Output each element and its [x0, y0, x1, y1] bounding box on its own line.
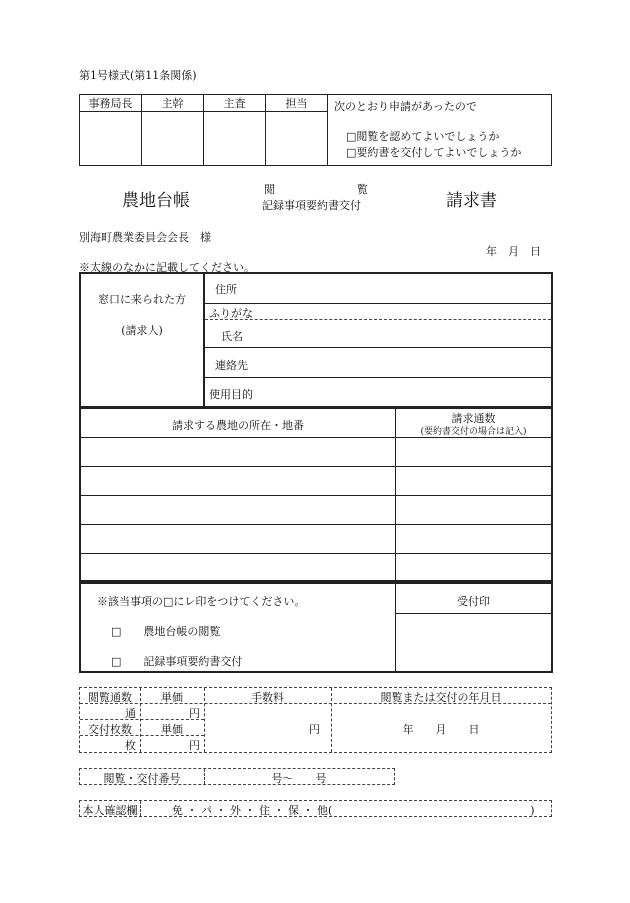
fee-h-fee: 手数料 [251, 691, 284, 704]
form-number: 第1号様式(第11条関係) [79, 69, 197, 82]
fee-r1-count[interactable]: 通 [125, 707, 136, 720]
stamp-box[interactable] [266, 112, 328, 166]
fee-table [79, 687, 552, 753]
land-row[interactable] [81, 524, 551, 554]
requester-sublabel: (請求人) [121, 324, 163, 337]
fee-r2-label: 交付枚数 [88, 723, 132, 736]
number-row [79, 768, 395, 785]
check-section [79, 580, 553, 673]
check-instruction: ※該当事項の□にレ印をつけてください。 [97, 595, 306, 608]
instruction: ※太線のなかに記載してください。 [79, 261, 255, 274]
land-table [79, 406, 553, 584]
name-field[interactable] [205, 320, 551, 348]
land-row[interactable] [81, 495, 551, 525]
title-mid-b: 覧 [357, 183, 368, 196]
title-mid-bottom: 記録事項要約書交付 [262, 199, 361, 212]
identity-options[interactable]: 免 ・ パ ・ 外 ・ 住 ・ 保 ・ 他( ) [172, 804, 535, 817]
purpose-label: 使用目的 [209, 388, 253, 401]
approval-option-view[interactable]: □閲覧を認めてよいでしょうか [346, 130, 500, 143]
furigana-label: ふりがな [209, 307, 253, 320]
approval-header: 主査 [204, 95, 266, 112]
name-label: 氏名 [221, 330, 243, 343]
approval-note-cell [328, 95, 552, 166]
approval-note: 次のとおり申請があったので [334, 100, 477, 113]
land-col-location: 請求する農地の所在・地番 [172, 419, 304, 432]
stamp-box[interactable] [204, 112, 266, 166]
title-mid-a: 閲 [264, 183, 275, 196]
contact-label: 連絡先 [215, 359, 248, 372]
furigana-field[interactable] [205, 304, 551, 320]
title-left: 農地台帳 [122, 191, 190, 211]
requester-block [79, 272, 553, 409]
fee-h-unit: 単価 [161, 691, 183, 704]
address-field[interactable] [205, 274, 551, 304]
check-option-summary[interactable]: □ 記録事項要約書交付 [111, 655, 243, 668]
date-line[interactable]: 年 月 日 [486, 245, 541, 258]
identity-vline [140, 801, 141, 816]
requester-label: 窓口に来られた方 [98, 293, 186, 306]
stamp-box[interactable] [142, 112, 204, 166]
reception-stamp-box[interactable] [396, 614, 551, 671]
approval-table [79, 94, 552, 166]
fee-r3-count[interactable]: 枚 [125, 739, 136, 752]
fee-h-view-count: 閲覧通数 [88, 691, 132, 704]
title-middle [262, 181, 370, 213]
contact-field[interactable] [205, 348, 551, 378]
title-right: 請求書 [446, 191, 497, 211]
land-row[interactable] [81, 466, 551, 496]
approval-header: 担当 [266, 95, 328, 112]
address-label: 住所 [215, 283, 237, 296]
purpose-field[interactable] [205, 378, 551, 405]
approval-option-summary[interactable]: □要約書を交付してよいでしょうか [346, 146, 522, 159]
fee-r2-unit: 単価 [161, 723, 183, 736]
land-row[interactable] [81, 553, 551, 580]
number-value[interactable]: 号～ 号 [271, 772, 327, 785]
stamp-box[interactable] [80, 112, 142, 166]
fee-amount-yen[interactable]: 円 [309, 723, 320, 736]
fee-r1-unit[interactable]: 円 [189, 707, 200, 720]
identity-label: 本人確認欄 [82, 804, 138, 817]
approval-header: 主幹 [142, 95, 204, 112]
addressee: 別海町農業委員会会長 様 [79, 231, 211, 244]
approval-header: 事務局長 [80, 95, 142, 112]
fee-date[interactable]: 年 月 日 [402, 723, 480, 736]
stamp-label: 受付印 [457, 595, 490, 608]
fee-r3-unit[interactable]: 円 [189, 739, 200, 752]
land-row[interactable] [81, 437, 551, 467]
number-label: 閲覧・交付番号 [103, 772, 181, 785]
identity-row [79, 800, 552, 817]
land-col-count: 請求通数 [451, 412, 496, 425]
land-col-count-note: (要約書交付の場合は記入) [420, 427, 527, 437]
check-option-view[interactable]: □ 農地台帳の閲覧 [111, 625, 221, 638]
fee-h-date: 閲覧または交付の年月日 [380, 691, 502, 704]
